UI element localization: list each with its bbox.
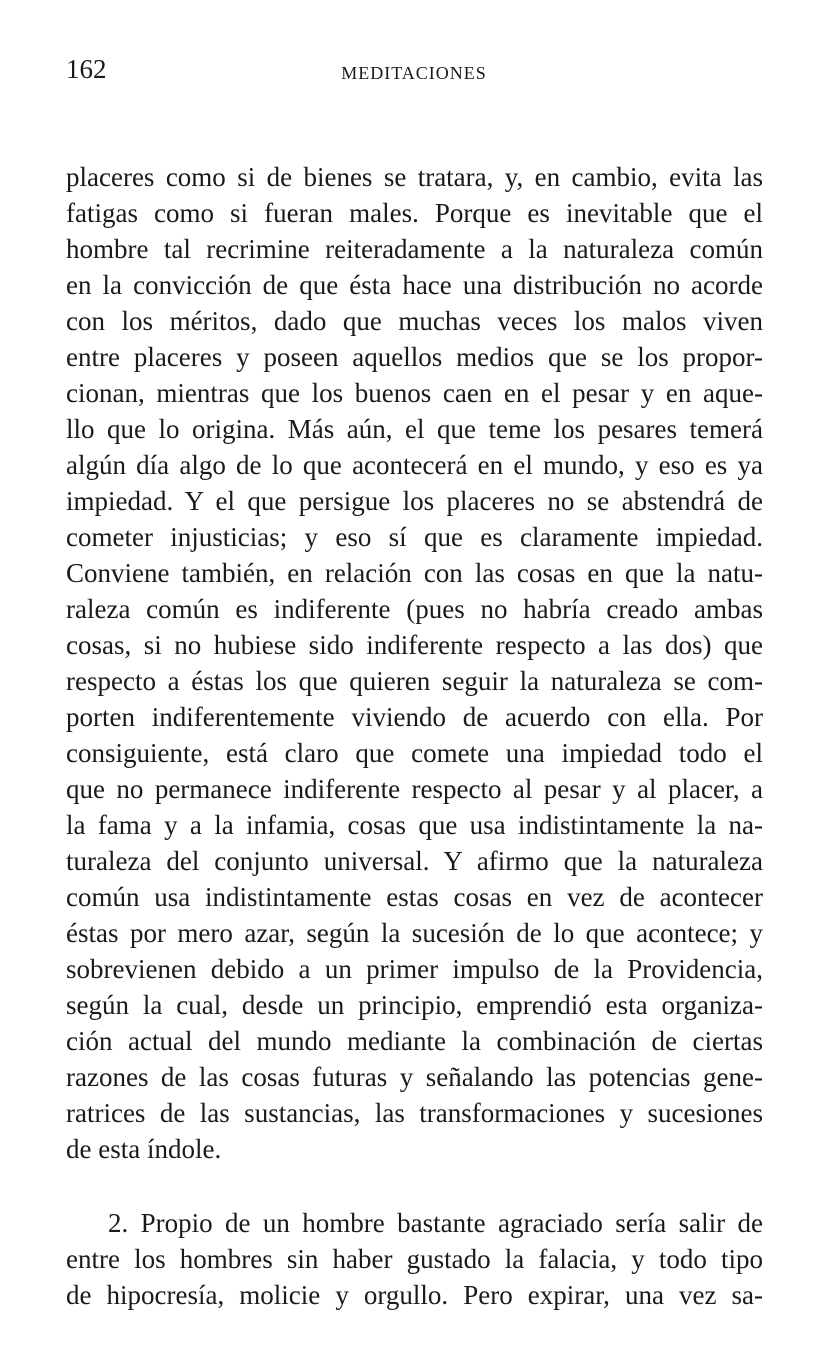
text-line: ción actual del mundo mediante la combinación de ciertas (66, 1026, 763, 1056)
text-line: 2. Propio de un hombre bastante agraciado sería salir de (108, 1208, 763, 1238)
running-title: MEDITACIONES (341, 63, 487, 83)
text-line: de esta índole. (66, 1134, 222, 1164)
text-line: según la cual, desde un principio, emprendió esta organiza- (66, 990, 763, 1020)
text-line: común usa indistintamente estas cosas en vez de acontecer (66, 882, 763, 912)
text-line: turaleza del conjunto universal. Y afirmo que la naturaleza (66, 846, 763, 876)
body-text (66, 159, 763, 1313)
paragraph-gap (66, 1167, 763, 1205)
text-line: con los méritos, dado que muchas veces los malos viven (66, 306, 763, 336)
text-line: consiguiente, está claro que comete una impiedad todo el (66, 738, 763, 768)
text-line: Conviene también, en relación con las cosas en que la natu- (66, 558, 763, 588)
text-line: hombre tal recrimine reiteradamente a la naturaleza común (66, 234, 763, 264)
paragraph (66, 1205, 763, 1313)
text-line: porten indiferentemente viviendo de acuerdo con ella. Por (66, 702, 763, 732)
text-line: respecto a éstas los que quieren seguir la naturaleza se com- (66, 666, 763, 696)
text-line: entre los hombres sin haber gustado la falacia, y todo tipo (66, 1244, 763, 1274)
text-line: en la convicción de que ésta hace una distribución no acorde (66, 270, 763, 300)
text-line: cosas, si no hubiese sido indiferente respecto a las dos) que (66, 630, 763, 660)
text-line: entre placeres y poseen aquellos medios que se los propor- (66, 342, 763, 372)
text-line: de hipocresía, molicie y orgullo. Pero expirar, una vez sa- (66, 1280, 763, 1310)
text-line: razones de las cosas futuras y señalando las potencias gene- (66, 1062, 763, 1092)
text-line: cionan, mientras que los buenos caen en el pesar y en aque- (66, 378, 763, 408)
text-line: fatigas como si fueran males. Porque es inevitable que el (66, 198, 763, 228)
text-line: impiedad. Y el que persigue los placeres no se abstendrá de (66, 486, 763, 516)
paragraph (66, 159, 763, 1167)
text-line: sobrevienen debido a un primer impulso de la Providencia, (66, 954, 763, 984)
text-line: cometer injusticias; y eso sí que es claramente impiedad. (66, 522, 763, 552)
text-line: algún día algo de lo que acontecerá en el mundo, y eso es ya (66, 450, 763, 480)
text-line: que no permanece indiferente respecto al pesar y al placer, a (66, 774, 763, 804)
text-line: raleza común es indiferente (pues no habría creado ambas (66, 594, 763, 624)
page-number: 162 (66, 54, 107, 84)
text-line: la fama y a la infamia, cosas que usa indistintamente la na- (66, 810, 763, 840)
text-line: placeres como si de bienes se tratara, y, en cambio, evita las (66, 162, 763, 192)
text-line: éstas por mero azar, según la sucesión de lo que acontece; y (66, 918, 763, 948)
text-line: ratrices de las sustancias, las transformaciones y sucesiones (66, 1098, 763, 1128)
text-line: llo que lo origina. Más aún, el que teme los pesares temerá (66, 414, 763, 444)
